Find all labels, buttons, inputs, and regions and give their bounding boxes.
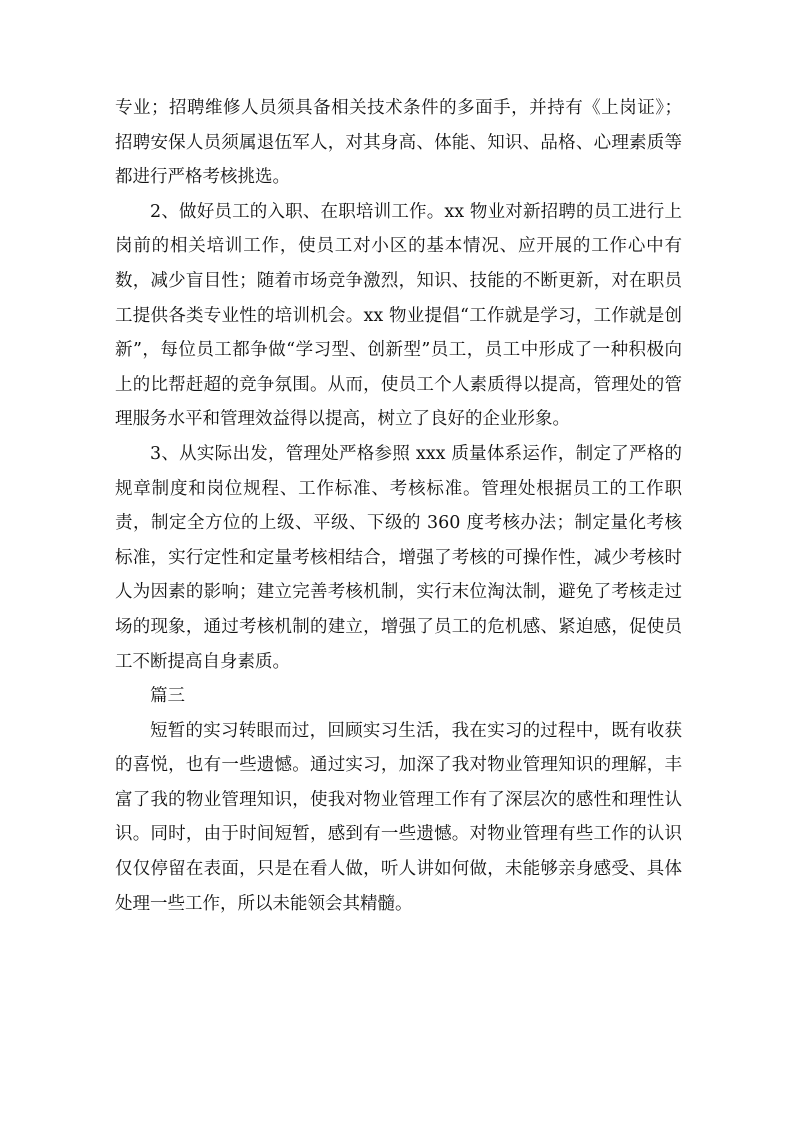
section-heading: 篇三 bbox=[150, 686, 185, 707]
paragraph-recruitment-requirements: 专业；招聘维修人员须具备相关技术条件的多面手，并持有《上岗证》；招聘安保人员须属退伍军人，对其身高、体能、知识、品格、心理素质等都进行严格考核挑选。 bbox=[115, 98, 682, 188]
document-body bbox=[115, 91, 682, 921]
paragraph-internship-reflection: 短暂的实习转眼而过，回顾实习生活，我在实习的过程中，既有收获的喜悦，也有一些遗憾。通过实习，加深了我对物业管理知识的理解，丰富了我的物业管理知识，使我对物业管理工作有了深层次的感性和理性认识。同时，由于时间短暂，感到有一些遗憾。对物业管理有些工作的认识仅仅停留在表面，只是在看人做，听人讲如何做，未能够亲身感受、具体处理一些工作，所以未能领会其精髓。 bbox=[115, 720, 682, 914]
paragraph-assessment-system: 3、从实际出发，管理处严格参照 xxx 质量体系运作，制定了严格的规章制度和岗位规程、工作标准、考核标准。管理处根据员工的工作职责，制定全方位的上级、平级、下级的 360 度考核办法；制定量化考核标准，实行定性和定量考核相结合，增强了考核的可操作性，减少考核时人为因素的影响；建立完善考核机制，实行末位淘汰制，避免了考核走过场的现象，通过考核机制的建立，增强了员工的危机感、紧迫感，促使员工不断提高自身素质。 bbox=[115, 443, 682, 672]
paragraph-staff-training: 2、做好员工的入职、在职培训工作。xx 物业对新招聘的员工进行上岗前的相关培训工作，使员工对小区的基本情况、应开展的工作心中有数，减少盲目性；随着市场竞争激烈，知识、技能的不断更新，对在职员工提供各类专业性的培训机会。xx 物业提倡“工作就是学习，工作就是创新”，每位员工都争做“学习型、创新型”员工，员工中形成了一种积极向上的比帮赶超的竞争氛围。从而，使员工个人素质得以提高，管理处的管理服务水平和管理效益得以提高，树立了良好的企业形象。 bbox=[115, 201, 682, 430]
